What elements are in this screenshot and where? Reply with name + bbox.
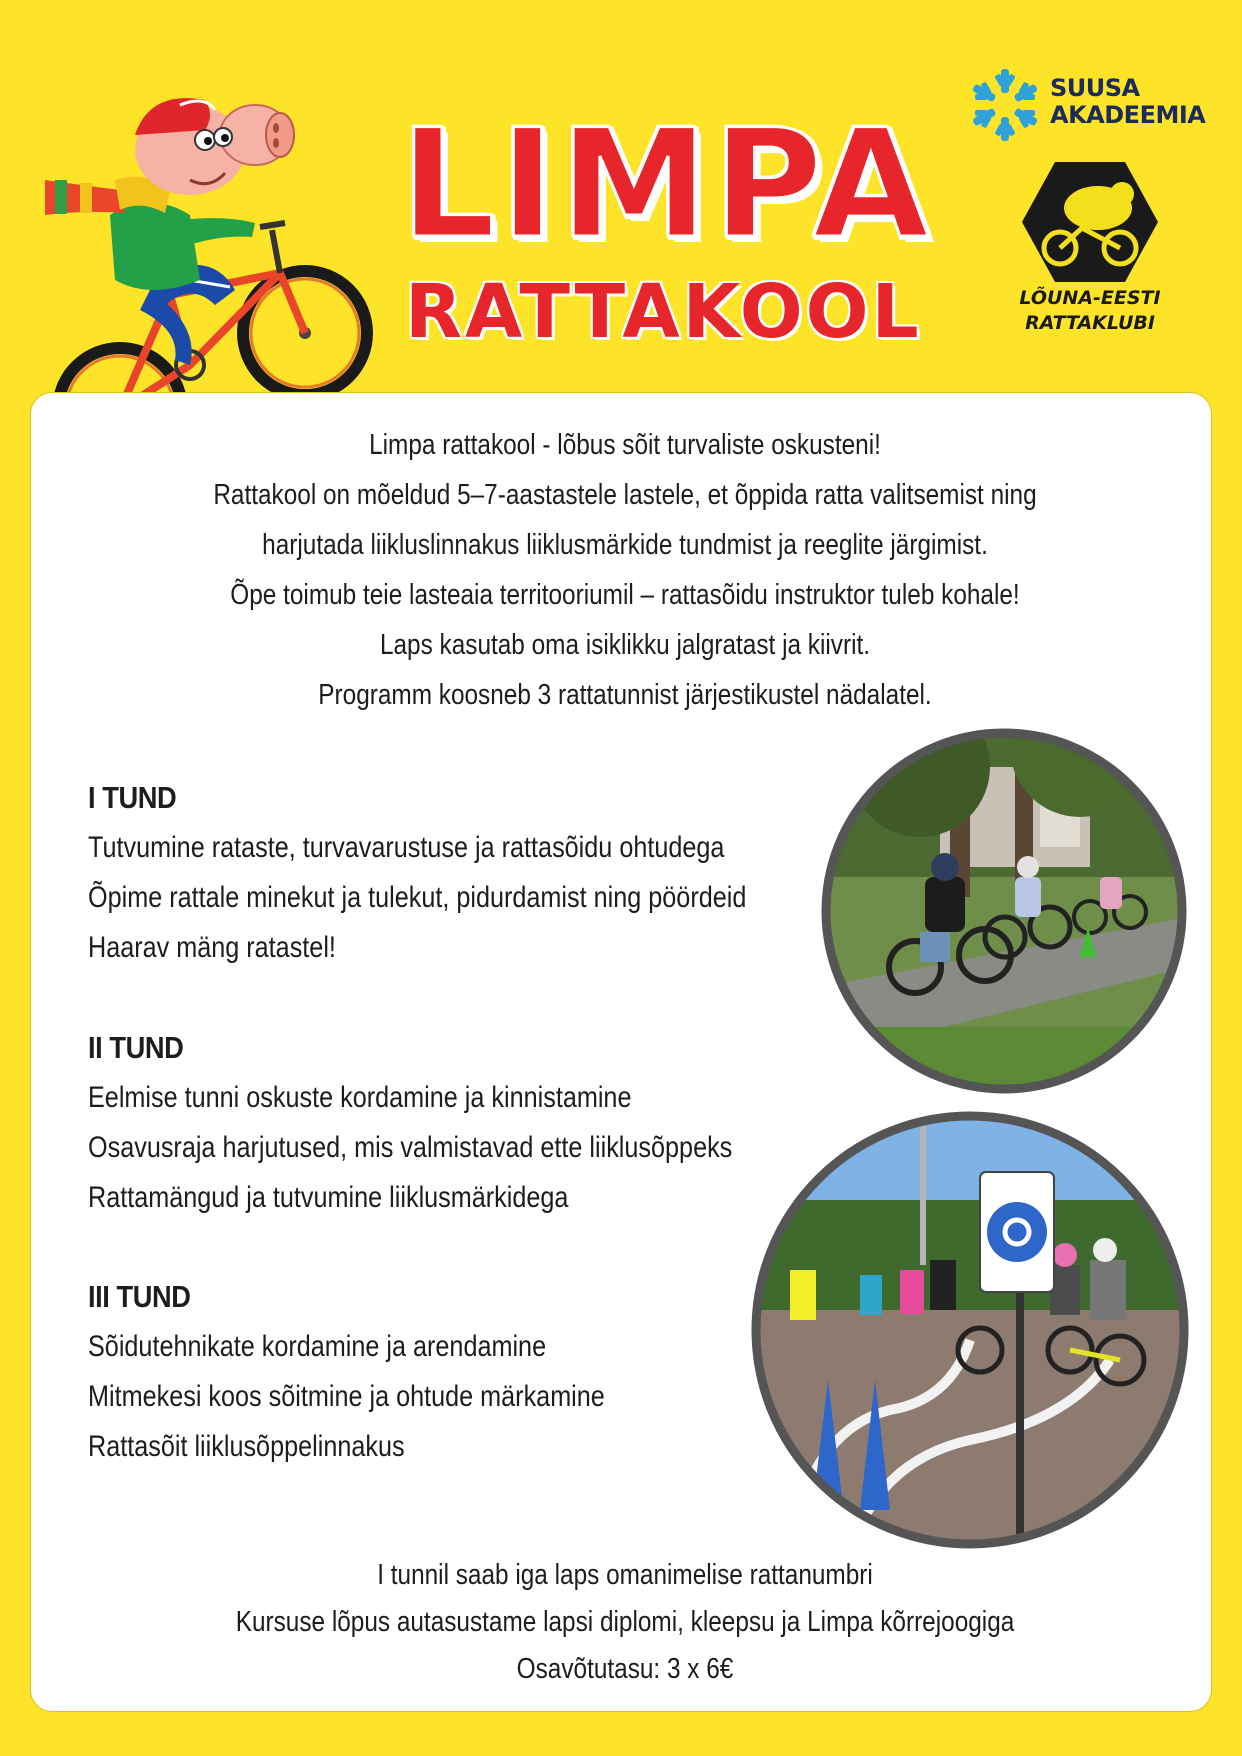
lesson-3-section	[88, 1272, 808, 1472]
intro-text	[60, 420, 1190, 720]
lesson-2-heading: II TUND	[88, 1030, 184, 1065]
suusa-logo-line1: SUUSA	[1050, 74, 1140, 102]
lesson-item: Õpime rattale minekut ja tulekut, pidurdamist ning pöördeid	[88, 881, 747, 914]
lesson-item: Rattamängud ja tutvumine liiklusmärkidega	[88, 1181, 569, 1214]
intro-line: harjutada liikluslinnakus liiklusmärkide tundmist ja reeglite järgimist.	[262, 529, 988, 561]
traffic-playground-photo	[750, 1110, 1190, 1550]
intro-line: Õpe toimub teie lasteaia territooriumil – rattasõidu instruktor tuleb kohale!	[230, 579, 1020, 611]
intro-line: Rattakool on mõeldud 5–7-aastastele lastele, et õppida ratta valitsemist ning	[213, 479, 1037, 511]
club-logo-line1: LÕUNA-EESTI	[1019, 287, 1161, 309]
title-rattakool: RATTAKOOL	[405, 269, 922, 355]
footer-line: Kursuse lõpus autasustame lapsi diplomi, kleepsu ja Limpa kõrrejoogiga	[235, 1606, 1015, 1638]
footer-line: Osavõtutasu: 3 x 6€	[516, 1653, 734, 1685]
intro-line: Laps kasutab oma isiklikku jalgratast ja kiivrit.	[379, 629, 871, 661]
footer-line: I tunnil saab iga laps omanimelise rattanumbri	[377, 1559, 873, 1591]
lesson-item: Haarav mäng ratastel!	[88, 931, 336, 964]
intro-line: Programm koosneb 3 rattatunnist järjestikustel nädalatel.	[318, 679, 932, 711]
lesson-item: Osavusraja harjutused, mis valmistavad ette liiklusõppeks	[88, 1131, 733, 1164]
footer-text	[60, 1552, 1190, 1693]
title-limpa: LIMPA	[400, 98, 933, 272]
lesson-item: Tutvumine rataste, turvavarustuse ja rattasõidu ohtudega	[88, 831, 725, 864]
suusa-akadeemia-logo-text	[1050, 75, 1210, 129]
lesson-3-heading: III TUND	[88, 1279, 191, 1314]
intro-line: Limpa rattakool - lõbus sõit turvaliste oskusteni!	[369, 429, 881, 461]
kids-cycling-path-photo	[820, 727, 1188, 1095]
lesson-item: Eelmise tunni oskuste kordamine ja kinnistamine	[88, 1081, 632, 1114]
lesson-item: Rattasõit liiklusõppelinnakus	[88, 1430, 405, 1463]
suusa-logo-line2: AKADEEMIA	[1050, 101, 1206, 129]
lesson-1-section	[88, 773, 808, 973]
lesson-2-section	[88, 1023, 808, 1223]
rattaklubi-logo-text	[985, 286, 1195, 336]
lesson-item: Sõidutehnikate kordamine ja arendamine	[88, 1330, 547, 1363]
lesson-item: Mitmekesi koos sõitmine ja ohtude märkamine	[88, 1380, 605, 1413]
rattaklubi-bear-cyclist-icon	[1020, 160, 1160, 285]
club-logo-line2: RATTAKLUBI	[1025, 312, 1155, 334]
lesson-1-heading: I TUND	[88, 780, 177, 815]
